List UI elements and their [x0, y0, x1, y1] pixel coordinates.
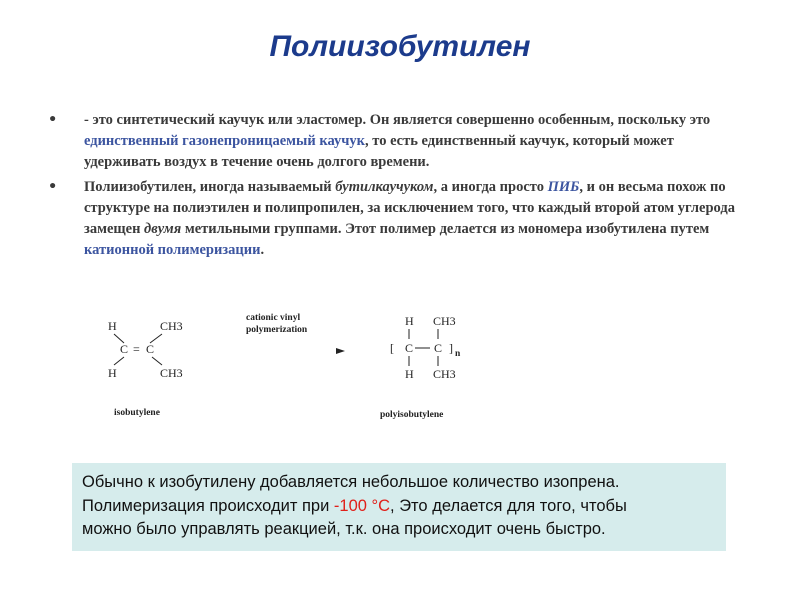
monomer-h-top: H	[108, 319, 117, 333]
polymer-ch3-bottom: CH3	[433, 367, 456, 381]
polymer-ch3-top: CH3	[433, 314, 456, 328]
bullet-2-highlight-cationic: катионной полимеризации	[84, 242, 261, 258]
monomer-h-bottom: H	[108, 366, 117, 380]
monomer-double-bond: =	[133, 342, 140, 356]
info-line-2-b: , Это делается для того, чтобы	[390, 496, 627, 515]
bullet-2-text-a: Полиизобутилен, иногда называемый	[84, 179, 336, 195]
polymer-label: polyisobutylene	[380, 410, 444, 420]
bullet-2-text-e: .	[260, 242, 265, 258]
bullet-2-highlight-pib: ПИБ	[547, 179, 580, 195]
monomer-ch3-top: CH3	[160, 319, 183, 333]
bullet-item-2	[48, 177, 748, 261]
polymer-bracket-close: ]	[449, 341, 453, 355]
bullet-1-highlight: единственный газонепроницаемый каучук	[84, 133, 366, 149]
reaction-scheme	[100, 305, 480, 425]
monomer-c1: C	[120, 342, 129, 356]
bullet-2-text-d: метильными группами. Этот полимер делается из мономера изобутилена путем	[181, 221, 710, 237]
info-line-1: Обычно к изобутилену добавляется небольшое количество изопрена.	[82, 473, 620, 491]
bullet-2-text-c: , и он весьма похож по структуре на полиэтилен и полипропилен, за исключением того, что каждый второй атом углерода замещен	[84, 179, 735, 237]
temperature-value: -100 °C	[333, 496, 391, 515]
bullet-2-text-b: , а иногда просто	[433, 179, 548, 195]
bullet-item-1	[48, 110, 748, 173]
arrow-label-line1: cationic vinyl	[246, 313, 301, 323]
polymer-c2: C	[434, 341, 443, 355]
bullet-2-italic-term: бутилкаучуком	[335, 179, 434, 195]
bullet-dot-icon: •	[48, 179, 58, 195]
monomer-ch3-bottom: CH3	[160, 366, 183, 380]
monomer-c2: C	[146, 342, 155, 356]
reaction-arrow-icon	[336, 348, 345, 354]
polymer-c1: C	[405, 341, 414, 355]
bullet-1-text-end: , то есть единственный каучук, который может удерживать воздух в течение очень долгого времени.	[84, 133, 674, 170]
info-box	[72, 463, 726, 551]
info-line-2	[82, 495, 726, 519]
polymer-h-top: H	[405, 314, 414, 328]
polymer-bracket-open: [	[390, 341, 394, 355]
polymer-h-bottom: H	[405, 367, 414, 381]
bullet-2-italic-two: двумя	[144, 221, 182, 237]
info-line-3: можно было управлять реакцией, т.к. она происходит очень быстро.	[82, 520, 606, 538]
polymer-n-subscript: n	[455, 349, 461, 359]
page-title: Полиизобутилен	[269, 30, 531, 63]
monomer-label: isobutylene	[114, 408, 160, 418]
bullet-dot-icon: •	[48, 112, 58, 128]
bond-line	[114, 357, 124, 365]
arrow-label-line2: polymerization	[246, 325, 308, 335]
info-line-2-a: Полимеризация происходит при	[82, 496, 334, 515]
bond-line	[152, 357, 162, 365]
bullet-1-text: - это синтетический каучук или эластомер. Он является совершенно особенным, поскольку это	[84, 112, 711, 128]
bullet-list	[48, 110, 748, 265]
